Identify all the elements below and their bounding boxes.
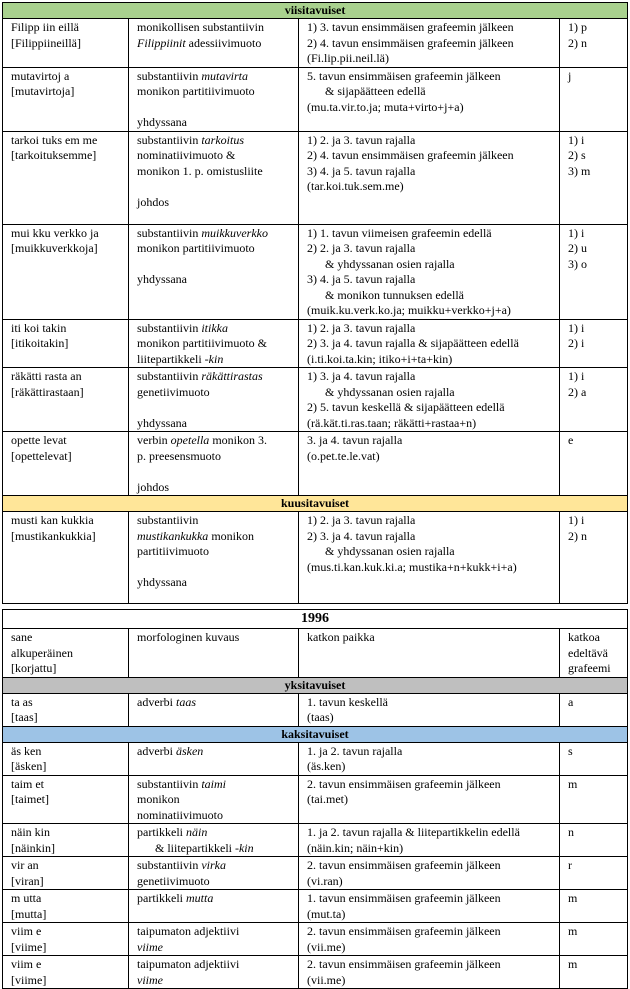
cell-line: 5. tavun ensimmäisen grafeemin jälkeen bbox=[307, 68, 501, 83]
cell-line: 1) 2. ja 3. tavun rajalla bbox=[307, 320, 416, 335]
cell-line: mustikankukka monikon bbox=[137, 528, 254, 543]
cell-line: r bbox=[568, 858, 572, 872]
cell-line: 1) 2. ja 3. tavun rajalla bbox=[307, 513, 416, 527]
sane-original: musti kan kukkia bbox=[11, 513, 94, 527]
cell-line: 2) 3. ja 4. tavun rajalla bbox=[307, 528, 416, 543]
sane-original: ta as bbox=[11, 694, 33, 709]
grafeemi-cell bbox=[560, 131, 628, 224]
cell-line: [korjattu] bbox=[11, 661, 57, 675]
cell-line: taipumaton adjektiivi bbox=[137, 924, 240, 938]
cell-line: substantiivin räkättirastas bbox=[137, 369, 263, 383]
sane-cell bbox=[3, 67, 129, 131]
cell-line: Filippiinit adessiivimuoto bbox=[137, 35, 262, 50]
cell-line: sane bbox=[11, 630, 33, 644]
cell-line: johdos bbox=[137, 194, 170, 209]
sane-cell bbox=[3, 131, 129, 224]
cell-line: monikon partitiivimuoto bbox=[137, 241, 255, 255]
katko-cell bbox=[299, 693, 560, 726]
sane-original: äs ken bbox=[11, 743, 42, 758]
katko-cell bbox=[299, 432, 560, 496]
cell-line: nominatiivimuoto & bbox=[137, 148, 236, 162]
kuvaus-cell bbox=[129, 19, 299, 68]
cell-line: yhdyssana bbox=[137, 115, 187, 129]
table-row bbox=[3, 67, 628, 131]
cell-line: substantiivin itikka bbox=[137, 320, 228, 335]
sane-original: vir an bbox=[11, 858, 39, 872]
kuvaus-cell bbox=[129, 693, 299, 726]
blank-line bbox=[137, 560, 295, 576]
cell-line: e bbox=[568, 433, 574, 447]
sane-corrected: [näinkin] bbox=[11, 840, 55, 855]
katko-cell bbox=[299, 890, 560, 923]
sane-cell bbox=[3, 890, 129, 923]
cell-line: (i.ti.koi.ta.kin; itiko+i+ta+kin) bbox=[307, 351, 453, 366]
sane-original: mutavirtoj a bbox=[11, 68, 70, 83]
cell-line: & monikon tunnuksen edellä bbox=[325, 287, 464, 302]
cell-line: substantiivin mutavirta bbox=[137, 68, 249, 83]
cell-line: 1. tavun keskellä bbox=[307, 694, 388, 709]
cell-line: p. preesensmuoto bbox=[137, 448, 221, 463]
cell-line: (vii.me) bbox=[307, 972, 346, 987]
cell-line: partikkeli mutta bbox=[137, 891, 214, 905]
blank-line bbox=[137, 257, 295, 273]
blank-line bbox=[137, 464, 295, 480]
sane-corrected: [mutta] bbox=[11, 906, 47, 921]
cell-line: (äs.ken) bbox=[307, 759, 346, 773]
cell-line: 2) n bbox=[568, 35, 587, 50]
viisitavuiset-kuusitavuiset-table bbox=[2, 2, 628, 604]
table-row bbox=[3, 131, 628, 224]
cell-line: (tar.koi.tuk.sem.me) bbox=[307, 179, 404, 193]
cell-line: 2. tavun ensimmäisen grafeemin jälkeen bbox=[307, 924, 501, 938]
cell-line: 1. tavun ensimmäisen grafeemin jälkeen bbox=[307, 891, 501, 905]
cell-line: alkuperäinen bbox=[11, 645, 73, 660]
sane-cell bbox=[3, 824, 129, 857]
cell-line: monikollisen substantiivin bbox=[137, 20, 265, 34]
cell-line: morfologinen kuvaus bbox=[137, 630, 240, 644]
katko-cell bbox=[299, 824, 560, 857]
cell-line: 3) 4. ja 5. tavun rajalla bbox=[307, 272, 416, 286]
cell-line: 1) i bbox=[568, 513, 585, 527]
cell-line: verbin opetella monikon 3. bbox=[137, 433, 267, 447]
cell-line: substantiivin tarkoitus bbox=[137, 132, 245, 147]
cell-line: katkoa bbox=[568, 630, 600, 644]
cell-line: johdos bbox=[137, 479, 170, 494]
kuvaus-cell bbox=[129, 956, 299, 989]
kuvaus-cell bbox=[129, 224, 299, 319]
cell-line: 2) i bbox=[568, 336, 585, 350]
cell-line: (taas) bbox=[307, 710, 334, 724]
sane-cell bbox=[3, 432, 129, 496]
katko-cell bbox=[299, 512, 560, 604]
sane-cell bbox=[3, 923, 129, 956]
grafeemi-cell bbox=[560, 923, 628, 956]
sane-cell bbox=[3, 956, 129, 989]
kuvaus-cell bbox=[129, 857, 299, 890]
sane-original: viim e bbox=[11, 957, 42, 971]
cell-line: 1) i bbox=[568, 320, 585, 335]
grafeemi-cell bbox=[560, 512, 628, 604]
sane-corrected: [viime] bbox=[11, 972, 47, 987]
table-row bbox=[3, 956, 628, 989]
blank-line bbox=[137, 179, 295, 195]
cell-line: adverbi taas bbox=[137, 694, 196, 709]
cell-line: (mu.ta.vir.to.ja; muta+virto+j+a) bbox=[307, 99, 464, 114]
cell-line: genetiivimuoto bbox=[137, 384, 210, 399]
cell-line: m bbox=[568, 924, 578, 938]
kuvaus-cell bbox=[129, 824, 299, 857]
grafeemi-cell bbox=[560, 67, 628, 131]
cell-line: 1) 1. tavun viimeisen grafeemin edellä bbox=[307, 225, 492, 240]
cell-line: adverbi äsken bbox=[137, 743, 204, 758]
sane-corrected: [räkättirastaan] bbox=[11, 384, 84, 399]
sane-cell bbox=[3, 693, 129, 726]
cell-line: 2) 4. tavun ensimmäisen grafeemin jälkeen bbox=[307, 35, 514, 50]
cell-line: nominatiivimuoto bbox=[137, 807, 223, 822]
cell-line: (mus.ti.kan.kuk.ki.a; mustika+n+kukk+i+a) bbox=[307, 559, 517, 574]
sane-corrected: [viran] bbox=[11, 873, 44, 888]
sane-cell bbox=[3, 19, 129, 68]
cell-line: 1. ja 2. tavun rajalla & liitepartikkelin edellä bbox=[307, 825, 520, 839]
cell-line: taipumaton adjektiivi bbox=[137, 957, 240, 971]
cell-line: (o.pet.te.le.vat) bbox=[307, 448, 380, 463]
header-kuvaus bbox=[129, 629, 299, 678]
grafeemi-cell bbox=[560, 19, 628, 68]
cell-line: genetiivimuoto bbox=[137, 873, 210, 888]
table-row bbox=[3, 432, 628, 496]
cell-line: yhdyssana bbox=[137, 415, 187, 430]
kuvaus-cell bbox=[129, 742, 299, 775]
kuvaus-cell bbox=[129, 512, 299, 604]
cell-line: a bbox=[568, 694, 574, 709]
cell-line: 2) s bbox=[568, 148, 586, 162]
sane-corrected: [äsken] bbox=[11, 759, 47, 773]
section-heading: yksitavuiset bbox=[3, 677, 628, 693]
cell-line: 1) 2. ja 3. tavun rajalla bbox=[307, 132, 416, 147]
sane-original: räkätti rasta an bbox=[11, 369, 82, 383]
blank-line bbox=[137, 400, 295, 416]
grafeemi-cell bbox=[560, 824, 628, 857]
cell-line: substantiivin bbox=[137, 513, 199, 527]
grafeemi-cell bbox=[560, 956, 628, 989]
kuvaus-cell bbox=[129, 319, 299, 368]
cell-line: (Fi.lip.pii.neil.lä) bbox=[307, 51, 389, 65]
sane-corrected: [tarkoituksemme] bbox=[11, 148, 97, 162]
katko-cell bbox=[299, 319, 560, 368]
cell-line: (vi.ran) bbox=[307, 873, 343, 888]
cell-line: monikon 1. p. omistusliite bbox=[137, 163, 263, 178]
cell-line: 2) n bbox=[568, 528, 587, 543]
sane-corrected: [viime] bbox=[11, 939, 47, 954]
grafeemi-cell bbox=[560, 224, 628, 319]
table-row bbox=[3, 19, 628, 68]
sane-cell bbox=[3, 319, 129, 368]
sane-cell bbox=[3, 512, 129, 604]
cell-line: s bbox=[568, 743, 573, 758]
cell-line: 2) 2. ja 3. tavun rajalla bbox=[307, 241, 416, 255]
cell-line: (rä.kät.ti.ras.taan; räkätti+rastaa+n) bbox=[307, 415, 477, 430]
sane-cell bbox=[3, 775, 129, 824]
cell-line: 2) u bbox=[568, 241, 587, 255]
blank-line bbox=[137, 100, 295, 116]
cell-line: (muik.ku.verk.ko.ja; muikku+verkko+j+a) bbox=[307, 303, 511, 317]
section-heading: kuusitavuiset bbox=[3, 496, 628, 512]
cell-line: 3) m bbox=[568, 163, 591, 178]
grafeemi-cell bbox=[560, 742, 628, 775]
sane-corrected: [opettelevat] bbox=[11, 448, 72, 463]
sane-corrected: [mutavirtoja] bbox=[11, 84, 75, 98]
kuvaus-cell bbox=[129, 775, 299, 824]
sane-original: opette levat bbox=[11, 433, 67, 447]
table-row bbox=[3, 824, 628, 857]
sane-original: taim et bbox=[11, 776, 44, 791]
table-1996 bbox=[2, 609, 628, 989]
header-sane bbox=[3, 629, 129, 678]
cell-line: 1) i bbox=[568, 132, 585, 147]
katko-cell bbox=[299, 742, 560, 775]
sane-cell bbox=[3, 224, 129, 319]
katko-cell bbox=[299, 67, 560, 131]
sane-cell bbox=[3, 857, 129, 890]
cell-line: & yhdyssanan osien rajalla bbox=[325, 544, 455, 558]
grafeemi-cell bbox=[560, 775, 628, 824]
cell-line: 2. tavun ensimmäisen grafeemin jälkeen bbox=[307, 957, 501, 971]
cell-line: 2. tavun ensimmäisen grafeemin jälkeen bbox=[307, 776, 501, 791]
cell-line: monikon bbox=[137, 792, 180, 806]
table-row bbox=[3, 693, 628, 726]
katko-cell bbox=[299, 224, 560, 319]
katko-cell bbox=[299, 923, 560, 956]
sane-original: Filipp iin eillä bbox=[11, 20, 79, 34]
cell-line: 2) 3. ja 4. tavun rajalla & sijapäätteen edellä bbox=[307, 336, 519, 350]
cell-line: m bbox=[568, 891, 578, 905]
cell-line: yhdyssana bbox=[137, 272, 187, 286]
cell-line: m bbox=[568, 776, 578, 791]
katko-cell bbox=[299, 131, 560, 224]
cell-line: 3) 4. ja 5. tavun rajalla bbox=[307, 163, 416, 178]
cell-line: grafeemi bbox=[568, 661, 611, 675]
cell-line: 1) i bbox=[568, 225, 585, 240]
grafeemi-cell bbox=[560, 693, 628, 726]
cell-line: (näin.kin; näin+kin) bbox=[307, 840, 404, 855]
sane-corrected: [taimet] bbox=[11, 792, 49, 806]
cell-line: 1. ja 2. tavun rajalla bbox=[307, 743, 403, 758]
cell-line: substantiivin virka bbox=[137, 858, 226, 872]
cell-line: substantiivin muikkuverkko bbox=[137, 225, 268, 240]
section-heading: kaksitavuiset bbox=[3, 726, 628, 742]
cell-line: n bbox=[568, 825, 574, 839]
cell-line: monikon partitiivimuoto & bbox=[137, 336, 267, 350]
cell-line: 2) a bbox=[568, 384, 587, 399]
sane-corrected: [mustikankukkia] bbox=[11, 528, 96, 543]
katko-cell bbox=[299, 857, 560, 890]
table-row bbox=[3, 512, 628, 604]
cell-line: 3. ja 4. tavun rajalla bbox=[307, 433, 403, 447]
cell-line: 2) 4. tavun ensimmäisen grafeemin jälkeen bbox=[307, 148, 514, 162]
kuvaus-cell bbox=[129, 432, 299, 496]
sane-corrected: [muikkuverkkoja] bbox=[11, 241, 98, 255]
katko-cell bbox=[299, 19, 560, 68]
kuvaus-cell bbox=[129, 131, 299, 224]
table-row bbox=[3, 224, 628, 319]
cell-line: liitepartikkeli -kin bbox=[137, 351, 224, 366]
section-heading: viisitavuiset bbox=[3, 3, 628, 19]
cell-line: 1) 3. ja 4. tavun rajalla bbox=[307, 369, 416, 383]
sane-cell bbox=[3, 742, 129, 775]
sane-original: tarkoi tuks em me bbox=[11, 132, 98, 147]
cell-line: partikkeli näin bbox=[137, 825, 208, 839]
katko-cell bbox=[299, 775, 560, 824]
table-row bbox=[3, 890, 628, 923]
cell-line: substantiivin taimi bbox=[137, 776, 227, 791]
cell-line: 3) o bbox=[568, 256, 587, 271]
sane-original: näin kin bbox=[11, 825, 50, 839]
sane-corrected: [itikoitakin] bbox=[11, 336, 69, 350]
cell-line: 2) 5. tavun keskellä & sijapäätteen edellä bbox=[307, 400, 505, 414]
year-heading: 1996 bbox=[3, 610, 628, 629]
cell-line: (vii.me) bbox=[307, 939, 346, 954]
sane-cell bbox=[3, 368, 129, 432]
kuvaus-cell bbox=[129, 890, 299, 923]
table-row bbox=[3, 857, 628, 890]
sane-corrected: [Filippiineillä] bbox=[11, 35, 81, 50]
cell-line: 1) i bbox=[568, 369, 585, 383]
cell-line: & liitepartikkeli -kin bbox=[155, 840, 254, 855]
cell-line: viime bbox=[137, 972, 163, 987]
cell-line: 1) p bbox=[568, 20, 587, 34]
kuvaus-cell bbox=[129, 923, 299, 956]
cell-line: (mut.ta) bbox=[307, 906, 346, 921]
sane-original: mui kku verkko ja bbox=[11, 225, 99, 240]
grafeemi-cell bbox=[560, 857, 628, 890]
cell-line: 2. tavun ensimmäisen grafeemin jälkeen bbox=[307, 858, 501, 872]
sane-corrected: [taas] bbox=[11, 710, 38, 724]
table-row bbox=[3, 742, 628, 775]
cell-line: katkon paikka bbox=[307, 630, 375, 644]
katko-cell bbox=[299, 956, 560, 989]
cell-line: m bbox=[568, 957, 578, 971]
katko-cell bbox=[299, 368, 560, 432]
sane-original: viim e bbox=[11, 924, 42, 938]
table-row bbox=[3, 775, 628, 824]
cell-line: & yhdyssanan osien rajalla bbox=[325, 256, 455, 271]
cell-line: viime bbox=[137, 939, 163, 954]
sane-original: iti koi takin bbox=[11, 320, 67, 335]
cell-line: edeltävä bbox=[568, 645, 608, 660]
cell-line: monikon partitiivimuoto bbox=[137, 84, 255, 98]
kuvaus-cell bbox=[129, 368, 299, 432]
table-row bbox=[3, 923, 628, 956]
cell-line: 1) 3. tavun ensimmäisen grafeemin jälkeen bbox=[307, 20, 514, 34]
cell-line: & sijapäätteen edellä bbox=[325, 84, 426, 98]
table-row bbox=[3, 368, 628, 432]
cell-line: yhdyssana bbox=[137, 575, 187, 589]
table-row bbox=[3, 319, 628, 368]
header-katko bbox=[299, 629, 560, 678]
cell-line: j bbox=[568, 68, 572, 83]
cell-line: & yhdyssanan osien rajalla bbox=[325, 384, 455, 399]
sane-original: m utta bbox=[11, 891, 42, 905]
kuvaus-cell bbox=[129, 67, 299, 131]
grafeemi-cell bbox=[560, 890, 628, 923]
cell-line: (tai.met) bbox=[307, 792, 348, 806]
grafeemi-cell bbox=[560, 368, 628, 432]
grafeemi-cell bbox=[560, 319, 628, 368]
header-grafeemi bbox=[560, 629, 628, 678]
grafeemi-cell bbox=[560, 432, 628, 496]
cell-line: partitiivimuoto bbox=[137, 544, 209, 558]
